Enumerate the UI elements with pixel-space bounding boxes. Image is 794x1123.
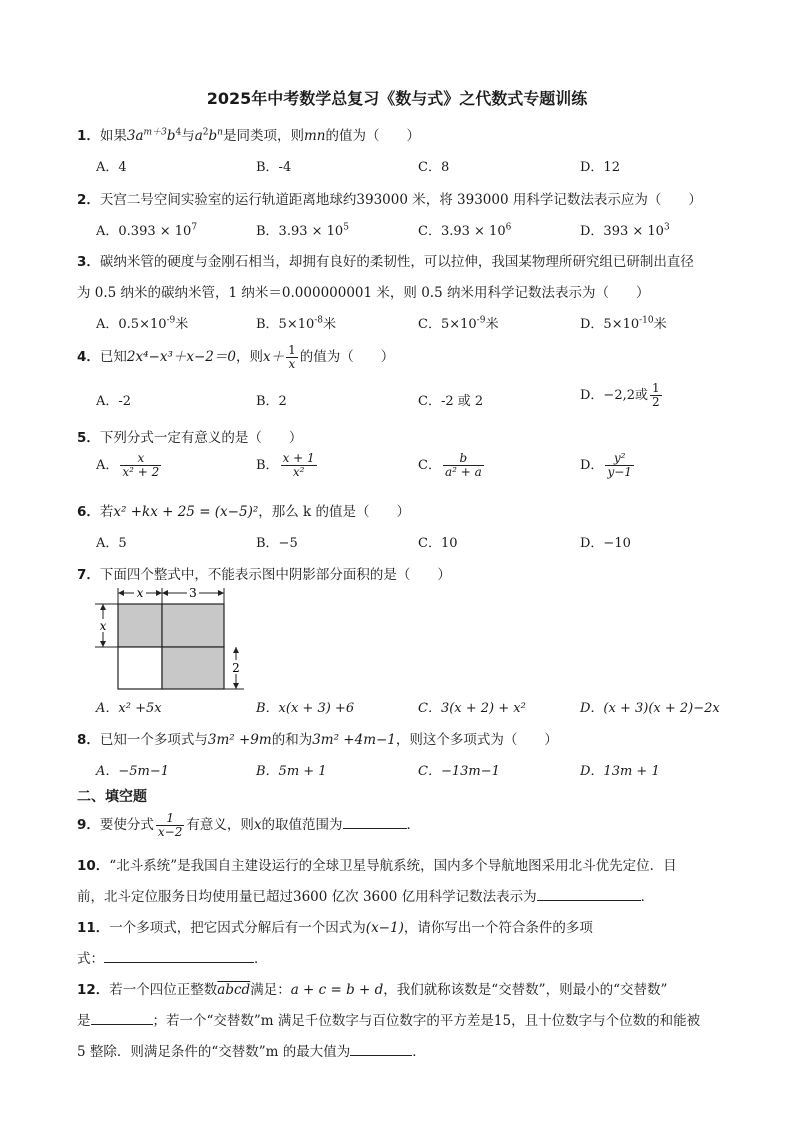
q2-options bbox=[0, 220, 794, 240]
q4-option-c[interactable]: C．-2 或 2 bbox=[418, 394, 484, 409]
q8-option-d[interactable]: D．13m + 1 bbox=[580, 764, 660, 779]
question-3: 3．碳纳米管的硬度与金刚石相当，却拥有良好的柔韧性，可以拉伸，我国某物理所研究组已研制出直径 bbox=[77, 254, 694, 270]
question-2: 2．天宫二号空间实验室的运行轨道距离地球约393000 米，将 393000 用科学记数法表示应为（ ） bbox=[77, 192, 702, 208]
question-3-line-2: 为 0.5 纳米的碳纳米管，1 纳米＝0.000000001 米，则 0.5 纳米用科学记数法表示为（ ） bbox=[77, 285, 650, 301]
q8-option-c[interactable]: C．−13m−1 bbox=[418, 764, 500, 779]
question-1: 1．如果$3a^{m+3}b^4$与$a^2b^n$是同类项，则mn的值为（ ） bbox=[77, 127, 420, 144]
q7-option-c[interactable]: C．3(x + 2) + x² bbox=[418, 701, 526, 716]
question-4: 4．已知2x⁴−x³＋x−2＝0，则x＋ $\frac{1}{x}$ 的值为（ ） bbox=[77, 343, 395, 372]
fig-top-3-label: 3 bbox=[189, 586, 197, 600]
q5-option-b[interactable]: B． $\frac{x + 1}{\text{x²}}$ bbox=[256, 451, 315, 480]
q5-option-c[interactable]: C． $\frac{b}{\text{a² + a}}$ bbox=[418, 451, 482, 480]
q6-option-d[interactable]: D．−10 bbox=[580, 536, 631, 551]
q2-option-d[interactable]: D．$393 \times 10^3$ bbox=[580, 222, 670, 239]
question-11: 11．一个多项式，把它因式分解后有一个因式为(x−1)，请你写出一个符合条件的多项 bbox=[77, 920, 593, 936]
section-heading-fill-in: 二、填空题 bbox=[77, 789, 147, 805]
q1-option-a[interactable]: A．4 bbox=[96, 160, 127, 175]
question-12-line-2: 是 ；若一个“交替数”m 满足千位数字与百位数字的平方差是15，且十位数字与个位数的和能被 bbox=[77, 1009, 700, 1029]
q7-option-d[interactable]: D．(x + 3)(x + 2)−2x bbox=[580, 701, 720, 716]
question-5: 5．下列分式一定有意义的是（ ） bbox=[77, 430, 303, 446]
question-9: 9．要使分式 $\frac{1}{x-2}$ 有意义，则x的取值范围为 ． bbox=[77, 811, 420, 840]
question-12-line-3: 5 整除．则满足条件的“交替数”m 的最大值为 ． bbox=[77, 1040, 426, 1060]
q6-option-a[interactable]: A．5 bbox=[96, 536, 127, 551]
q12-answer-blank-2[interactable] bbox=[350, 1041, 412, 1056]
q5-option-a[interactable]: A． $\frac{x}{\text{x² + 2}}$ bbox=[96, 451, 160, 480]
q8-options bbox=[0, 760, 794, 780]
question-8: 8．已知一个多项式与3m² +9m的和为3m² +4m−1，则这个多项式为（ ） bbox=[77, 732, 558, 748]
question-12: 12．若一个四位正整数abcd满足：a + c = b + d，我们就称该数是“交替数”，则最小的“交替数” bbox=[77, 982, 668, 998]
q4-fraction: $\frac{1}{x}$ bbox=[288, 343, 296, 372]
q1-options bbox=[0, 156, 794, 176]
q6-option-c[interactable]: C．10 bbox=[418, 536, 458, 551]
q6-options bbox=[0, 532, 794, 552]
q9-fraction: $\frac{1}{x-2}$ bbox=[157, 811, 183, 840]
q2-option-b[interactable]: B．$3.93 \times 10^5$ bbox=[256, 222, 349, 239]
q4-options bbox=[0, 381, 794, 410]
q12-answer-blank-1[interactable] bbox=[91, 1010, 153, 1025]
q3-option-c[interactable]: C．$5\times 10^{-9}$米 bbox=[418, 315, 499, 332]
q7-option-a[interactable]: A．x² +5x bbox=[96, 701, 162, 716]
question-11-line-2: 式： ． bbox=[77, 947, 268, 967]
q2-option-a[interactable]: A．$0.393 \times 10^7$ bbox=[96, 222, 198, 239]
fig-left-x-label: x bbox=[99, 619, 107, 633]
shaded-area-figure bbox=[92, 584, 252, 692]
q10-answer-blank[interactable] bbox=[537, 886, 641, 901]
q3-option-a[interactable]: A．$0.5\times 10^{-9}$米 bbox=[96, 315, 189, 332]
q5-option-d[interactable]: D． $\frac{\text{y²}}{y-1}$ bbox=[580, 451, 632, 480]
q3-option-b[interactable]: B．$5\times 10^{-8}$米 bbox=[256, 315, 337, 332]
q1-option-b[interactable]: B．-4 bbox=[256, 160, 292, 175]
q11-answer-blank[interactable] bbox=[104, 948, 254, 963]
q7-option-b[interactable]: B．x(x + 3) +6 bbox=[256, 701, 355, 716]
fig-top-x-label: x bbox=[136, 586, 144, 600]
q5-options bbox=[0, 452, 794, 492]
q9-answer-blank[interactable] bbox=[343, 814, 407, 829]
q4-option-b[interactable]: B．2 bbox=[256, 394, 287, 409]
q4-option-d[interactable]: D．−2,2或 $\frac{1}{2}$ bbox=[580, 381, 660, 410]
q8-option-a[interactable]: A．−5m−1 bbox=[96, 764, 170, 779]
question-10-line-2: 前，北斗定位服务日均使用量已超过3600 亿次 3600 亿用科学记数法表示为 ． bbox=[77, 885, 654, 905]
q2-option-c[interactable]: C．$3.93 \times 10^6$ bbox=[418, 222, 512, 239]
fig-right-2-label: 2 bbox=[232, 661, 240, 675]
q3-options bbox=[0, 313, 794, 333]
q8-option-b[interactable]: B．5m + 1 bbox=[256, 764, 327, 779]
question-7: 7．下面四个整式中，不能表示图中阴影部分面积的是（ ） bbox=[77, 567, 451, 583]
question-6: 6．若x² +kx + 25 = (x−5)²，那么 k 的值是（ ） bbox=[77, 504, 411, 520]
q4-option-a[interactable]: A．-2 bbox=[96, 394, 132, 409]
q1-option-c[interactable]: C．8 bbox=[418, 160, 450, 175]
q3-option-d[interactable]: D．$5\times 10^{-10}$米 bbox=[580, 315, 667, 332]
q7-options bbox=[0, 697, 794, 717]
q1-option-d[interactable]: D．12 bbox=[580, 160, 620, 175]
page-title: 2025年中考数学总复习《数与式》之代数式专题训练 bbox=[206, 89, 588, 108]
question-10: 10．“北斗系统”是我国自主建设运行的全球卫星导航系统，国内多个导航地图采用北斗优先定位．目 bbox=[77, 858, 677, 874]
q6-option-b[interactable]: B．−5 bbox=[256, 536, 298, 551]
